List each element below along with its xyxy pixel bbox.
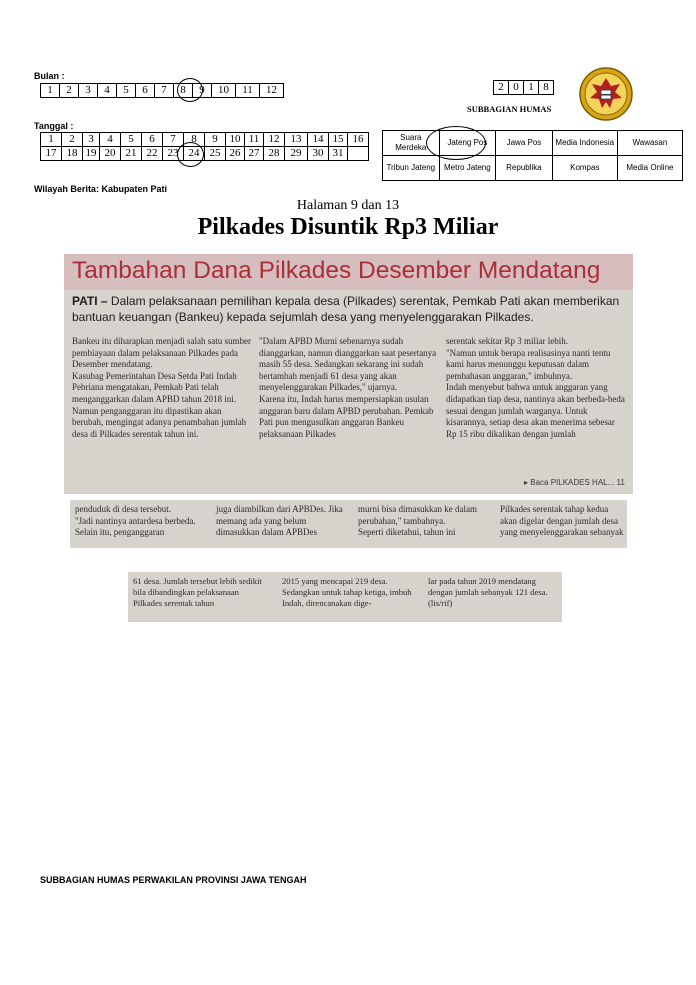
date-cell: 17 (41, 147, 62, 161)
date-cell: 14 (308, 133, 329, 147)
month-cell: 2 (60, 84, 79, 98)
year-digit-cell: 2 (494, 81, 509, 95)
media-cell: Metro Jateng (439, 156, 496, 181)
media-cell: Kompas (552, 156, 617, 181)
year-digit-cell: 8 (539, 81, 554, 95)
clip-lead (72, 294, 627, 325)
date-cell: 10 (226, 133, 245, 147)
clip-headline: Tambahan Dana Pilkades Desember Mendatang (72, 257, 601, 284)
media-cell: Jawa Pos (496, 131, 553, 156)
year-digit-cell: 0 (509, 81, 524, 95)
clip2-column-4: Pilkades serentak tahap kedua akan digelar dengan jumlah desa yang menyelenggarakan sebanyak (500, 504, 624, 538)
date-grid (40, 132, 369, 161)
month-cell: 3 (79, 84, 98, 98)
date-cell: 11 (245, 133, 264, 147)
date-cell: 5 (121, 133, 142, 147)
date-cell: 29 (285, 147, 308, 161)
month-cell: 11 (236, 84, 260, 98)
selected-media-circle (426, 126, 486, 160)
media-cell: Media Indonesia (552, 131, 617, 156)
date-cell: 1 (41, 133, 62, 147)
garuda-emblem-icon (578, 66, 634, 122)
clip3-column-1: 61 desa. Jumlah tersebut lebih sedikit bila dibandingkan pelaksanaan Pilkades serentak tahun (133, 576, 262, 609)
date-cell: 4 (100, 133, 121, 147)
date-cell: 28 (264, 147, 285, 161)
month-grid (40, 83, 284, 98)
clip2-column-3: murni bisa dimasukkan ke dalam perubahan," tambahnya. Seperti diketahui, tahun ini (358, 504, 477, 538)
media-cell: Wawasan (617, 131, 682, 156)
lead-dateline: PATI – (72, 294, 108, 308)
media-cell: Republika (496, 156, 553, 181)
subbagian-humas-label: SUBBAGIAN HUMAS (467, 104, 552, 114)
date-cell: 6 (142, 133, 163, 147)
month-cell: 1 (41, 84, 60, 98)
lead-text: Dalam pelaksanaan pemilihan kepala desa (Pilkades) serentak, Pemkab Pati akan memberikan bantuan keuangan (Bankeu) kepada sejumlah desa yang menyelenggarakan Pilkades. (72, 294, 620, 324)
date-cell: 21 (121, 147, 142, 161)
date-cell: 26 (226, 147, 245, 161)
article-title: Pilkades Disuntik Rp3 Miliar (197, 214, 499, 240)
date-cell: 24 (184, 147, 205, 161)
media-cell: Media Online (617, 156, 682, 181)
clip1-column-3: serentak sekitar Rp 3 miliar lebih. "Namun untuk berapa realisasinya nanti tentu kami harus menunggu keputusan dalam pembahasan anggaran," imbuhnya. Indah menyebut bahwa untuk anggaran yang didapatkan tiap desa, nantinya akan berbeda-beda sesuai dengan jumlah warganya. Untuk kisarannya, setiap desa akan menerima sebesar Rp 15 ribu dikalikan dengan jumlah (446, 336, 625, 439)
continue-reference: ▸ Baca PILKADES HAL... 11 (524, 478, 625, 487)
date-cell: 16 (348, 133, 369, 147)
date-cell: 23 (163, 147, 184, 161)
month-cell: 4 (98, 84, 117, 98)
page-reference: Halaman 9 dan 13 (296, 198, 400, 213)
date-cell: 25 (205, 147, 226, 161)
selected-date-circle (177, 142, 204, 167)
month-cell: 5 (117, 84, 136, 98)
date-cell: 31 (329, 147, 348, 161)
media-cell: Suara Merdeka (383, 131, 440, 156)
date-cell: 7 (163, 133, 184, 147)
bulan-label: Bulan : (34, 71, 65, 81)
clip1-column-2: "Dalam APBD Murni sebenarnya sudah dianggarkan, namun dianggarkan saat pesertanya masih 55 desa. Sedangkan sekarang ini sudah bertambah menjadi 61 desa yang akan menyelenggarakan Pilkades," ujarnya. Karena itu, Indah harus mempersiapkan usulan anggaran baru dalam APBD perubahan. Pemkab Pati pun mengusulkan anggaran Bankeu pelaksanaan Pilkades (259, 336, 437, 439)
date-cell: 20 (100, 147, 121, 161)
clip2-column-2: juga diambilkan dari APBDes. Jika memang ada yang belum dimasukkan dalam APBDes (216, 504, 343, 538)
date-cell (348, 147, 369, 161)
clip3-column-2: 2015 yang mencapai 219 desa. Sedangkan untuk tahap ketiga, imbuh Indah, direncanakan dige- (282, 576, 412, 609)
clip1-column-1: Bankeu itu diharapkan menjadi salah satu sumber pembiayaan dalam pelaksanaan Pilkades pada Desember mendatang. Kasubag Pemerintahan Desa Setda Pati Indah Pebriana mengatakan, Pemkab Pati telah menganggarkan dalam APBD tahun 2018 ini. Namun penganggaran itu dipastikan akan berubah, mengingat adanya penambahan jumlah desa di Pilkades serentak tahun ini. (72, 336, 251, 439)
date-cell: 9 (205, 133, 226, 147)
tanggal-label: Tanggal : (34, 121, 74, 131)
clip3-column-3: lar pada tahun 2019 mendatang dengan jumlah sebanyak 121 desa. (lis/rif) (428, 576, 548, 609)
date-cell: 12 (264, 133, 285, 147)
media-cell: Jateng Pos (439, 131, 496, 156)
date-cell: 22 (142, 147, 163, 161)
month-cell: 12 (260, 84, 284, 98)
news-clipping-continued (70, 500, 627, 548)
footer-text: SUBBAGIAN HUMAS PERWAKILAN PROVINSI JAWA TENGAH (40, 875, 307, 885)
media-cell: Tribun Jateng (383, 156, 440, 181)
month-cell: 10 (212, 84, 236, 98)
date-cell: 18 (62, 147, 83, 161)
month-cell: 6 (136, 84, 155, 98)
date-cell: 2 (62, 133, 83, 147)
date-cell: 27 (245, 147, 264, 161)
year-digit-cell: 1 (524, 81, 539, 95)
year-grid (493, 80, 554, 95)
date-cell: 19 (83, 147, 100, 161)
date-cell: 15 (329, 133, 348, 147)
news-clipping-end (128, 572, 562, 622)
date-cell: 3 (83, 133, 100, 147)
clip2-column-1: penduduk di desa tersebut. "Jadi nantinya antardesa berbeda. Selain itu, penganggaran (75, 504, 196, 538)
month-cell: 7 (155, 84, 174, 98)
month-cell: 9 (193, 84, 212, 98)
date-cell: 30 (308, 147, 329, 161)
date-cell: 8 (184, 133, 205, 147)
wilayah-berita: Wilayah Berita: Kabupaten Pati (34, 184, 167, 194)
selected-month-circle (177, 78, 203, 102)
date-cell: 13 (285, 133, 308, 147)
news-clipping-main (64, 254, 633, 494)
month-cell: 8 (174, 84, 193, 98)
